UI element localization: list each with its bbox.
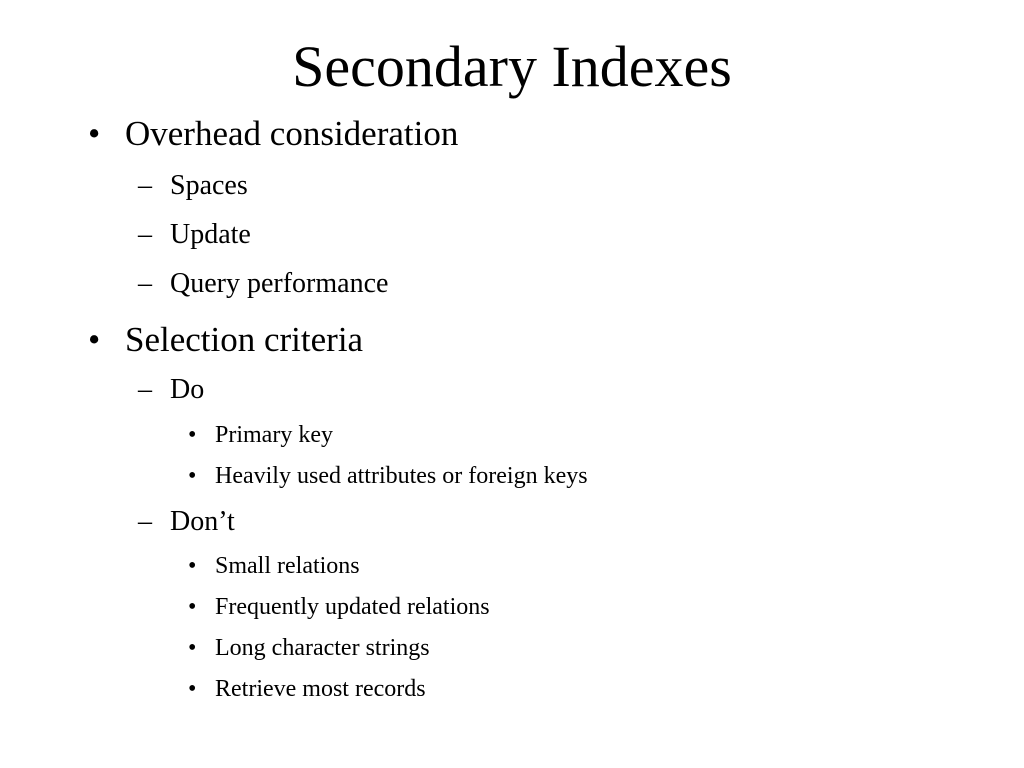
slide-title: Secondary Indexes xyxy=(292,34,732,99)
subsubitem-label: Small relations xyxy=(215,553,360,579)
subsubitem-label: Retrieve most records xyxy=(215,676,426,702)
subitem-label: Don’t xyxy=(170,506,235,537)
bullet-icon: • xyxy=(188,594,197,620)
subsubitem-label: Heavily used attributes or foreign keys xyxy=(215,463,588,489)
bullet-icon: • xyxy=(188,676,197,702)
subitem-label: Update xyxy=(170,219,251,250)
bullet-icon: • xyxy=(88,114,101,153)
bullet-icon: • xyxy=(88,320,101,359)
dash-icon: – xyxy=(138,219,152,250)
subsubitem-label: Frequently updated relations xyxy=(215,594,490,620)
dash-icon: – xyxy=(138,374,152,405)
subitem-label: Query performance xyxy=(170,268,389,299)
dash-icon: – xyxy=(138,506,152,537)
subitem-label: Spaces xyxy=(170,170,248,201)
subsubitem-label: Long character strings xyxy=(215,635,430,661)
bullet-label: Overhead consideration xyxy=(125,114,459,153)
subsubitem-label: Primary key xyxy=(215,422,333,448)
bullet-label: Selection criteria xyxy=(125,320,364,359)
bullet-icon: • xyxy=(188,463,197,489)
dash-icon: – xyxy=(138,268,152,299)
subitem-label: Do xyxy=(170,374,205,405)
bullet-icon: • xyxy=(188,422,197,448)
dash-icon: – xyxy=(138,170,152,201)
bullet-icon: • xyxy=(188,635,197,661)
bullet-icon: • xyxy=(188,553,197,579)
